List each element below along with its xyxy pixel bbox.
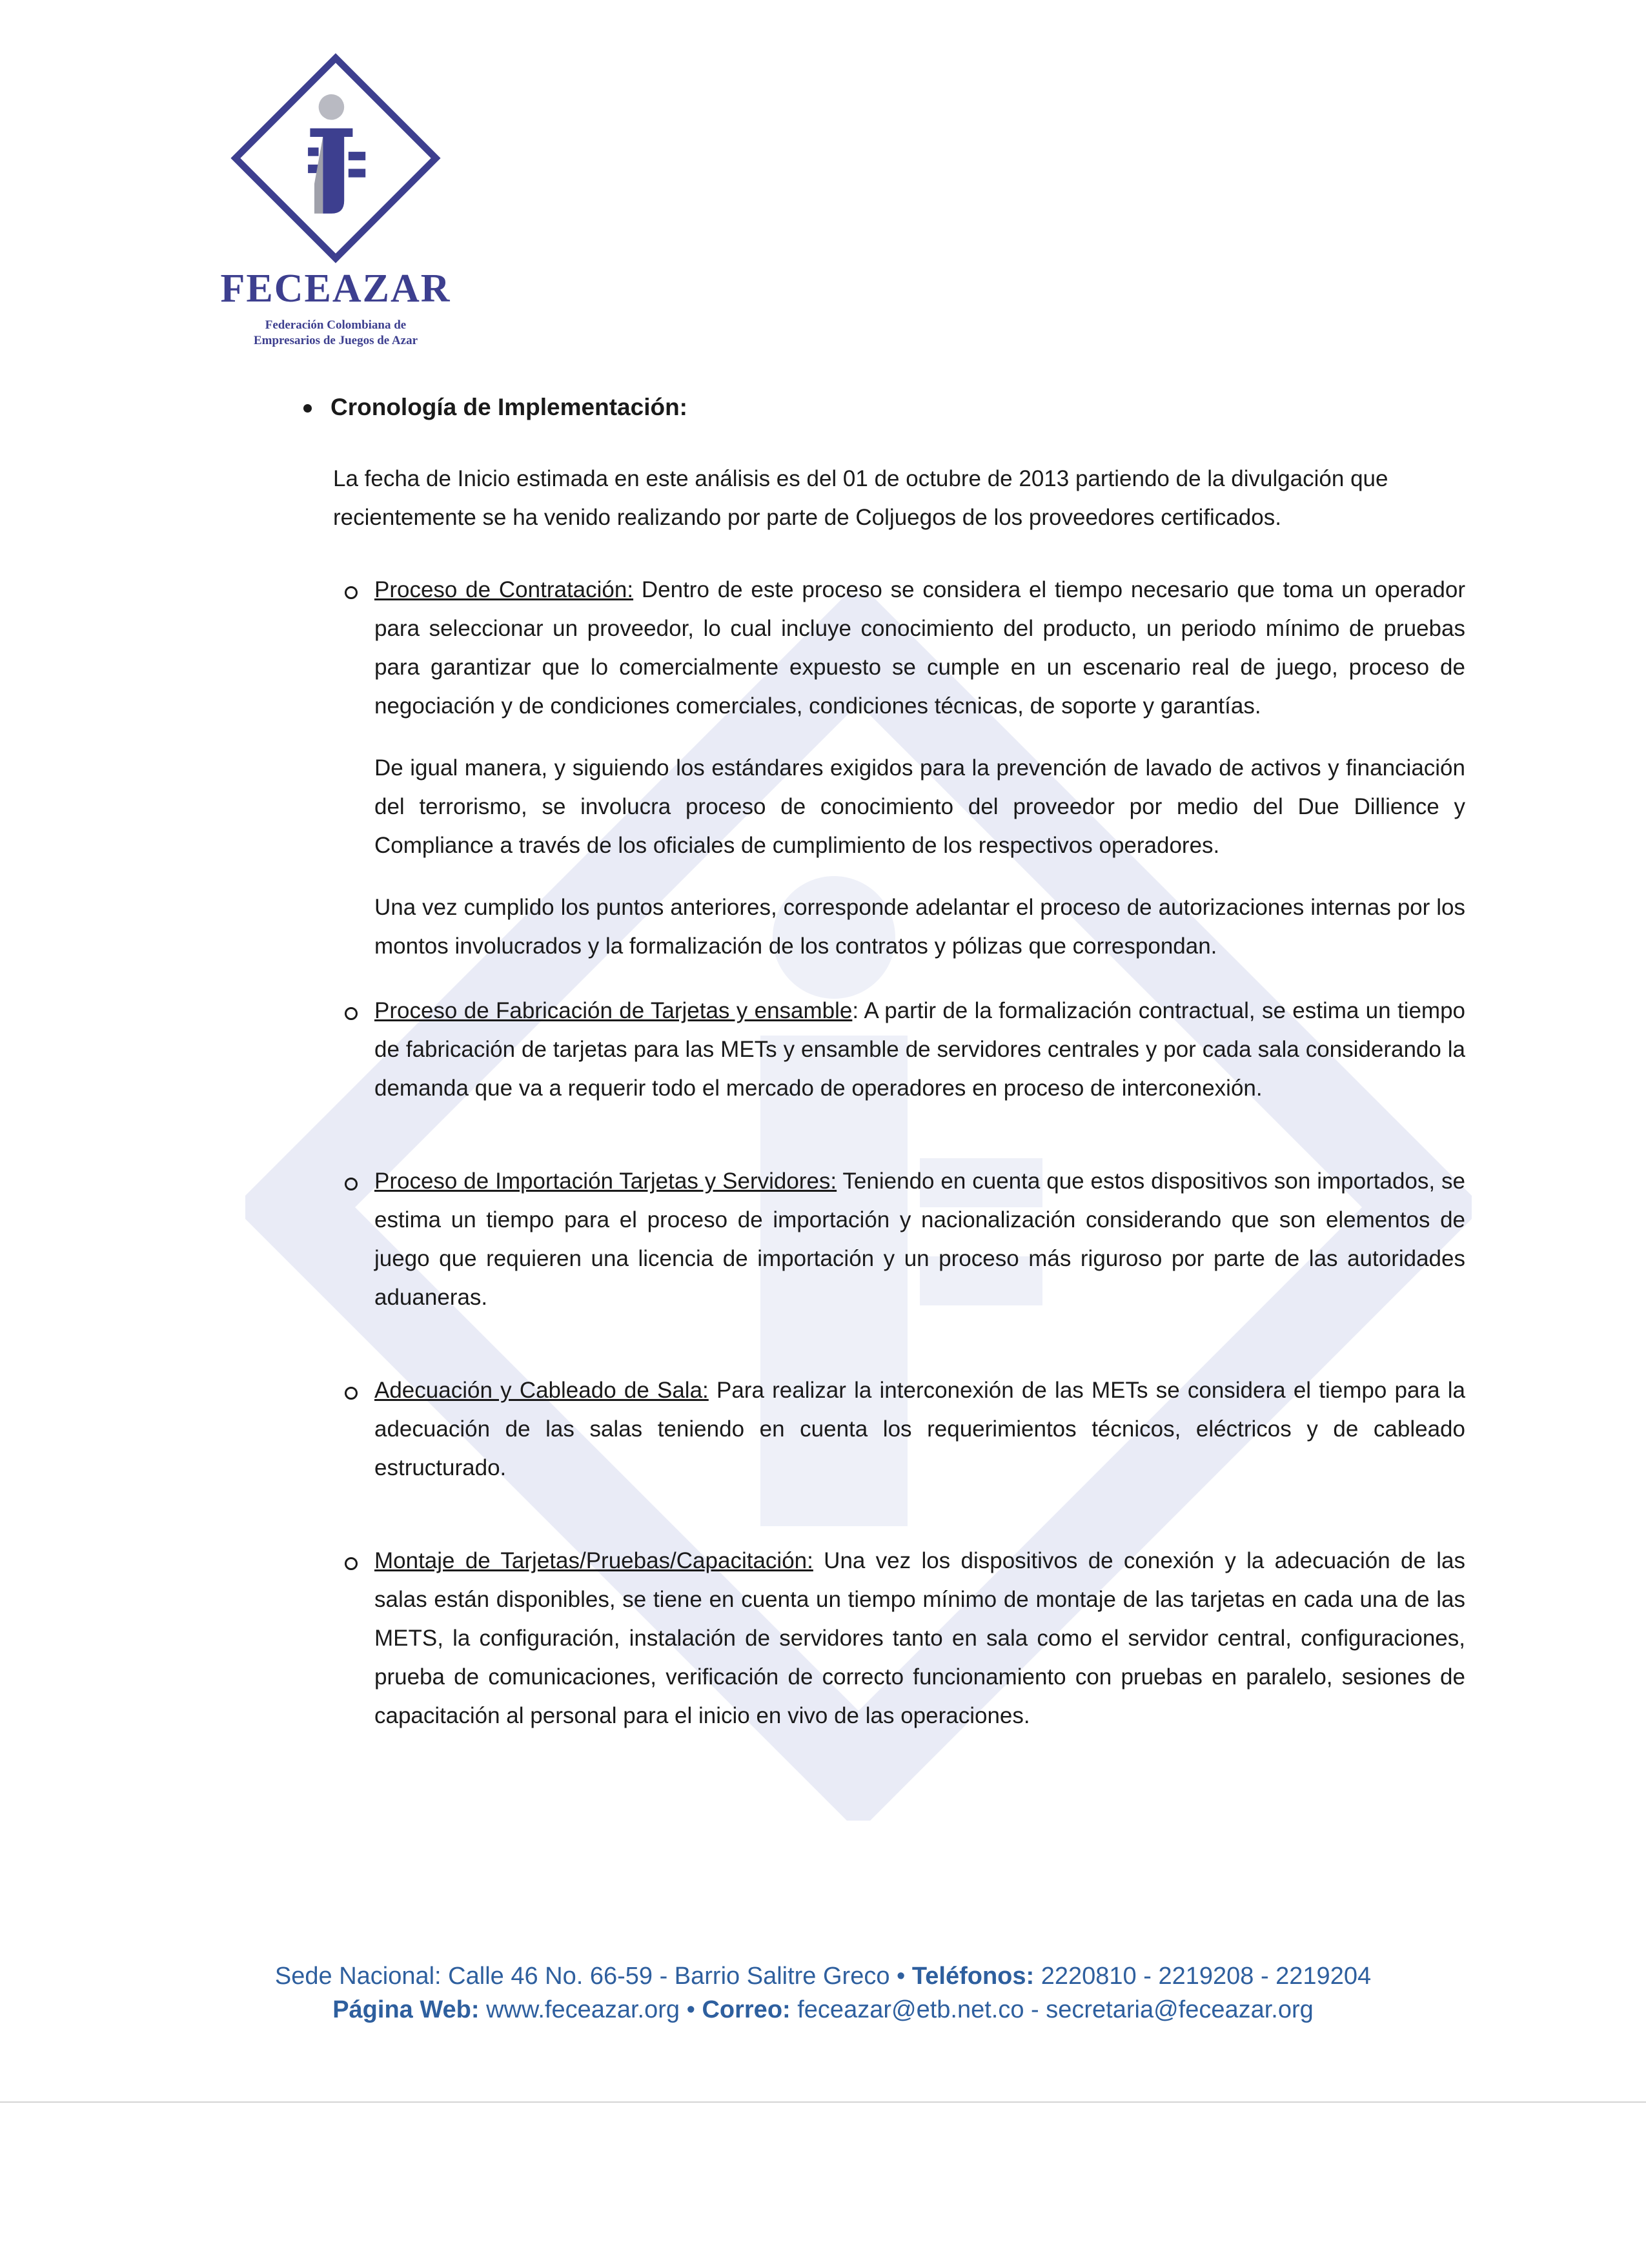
bullet-icon — [303, 404, 312, 413]
item-text: Dentro de este proceso se considera el tiempo necesario que toma un operador para seleccionar un proveedor, lo cual incluye conocimiento del producto, un periodo mínimo de pruebas para garantizar que lo comercialmente expuesto se cumple en un escenario real de juego, proceso de negociación y de condiciones comerciales, condiciones técnicas, de soporte y garantías. — [374, 577, 1465, 719]
section-heading — [303, 394, 1465, 421]
footer-line-contact — [0, 1993, 1646, 2027]
list-item — [374, 1162, 1465, 1317]
item-text: Para realizar la interconexión de las METs se considera el tiempo para la adecuación de las salas teniendo en cuenta los requerimientos técnicos, eléctricos y de cableado estructurado. — [374, 1378, 1466, 1480]
page-footer — [0, 1959, 1646, 2027]
intro-paragraph: La fecha de Inicio estimada en este análisis es del 01 de octubre de 2013 partiendo de la divulgación que recientemente se ha venido realizando por parte de Coljuegos de los proveedores certificados. — [333, 466, 1388, 530]
list-item — [374, 571, 1465, 726]
footer-web-label: Página Web: — [332, 1996, 480, 2023]
item-title: Adecuación y Cableado de Sala: — [374, 1378, 709, 1403]
circle-bullet-icon — [345, 1007, 358, 1020]
footer-phones-label: Teléfonos: — [911, 1963, 1035, 1990]
circle-bullet-icon — [345, 1387, 358, 1400]
list-item — [374, 1371, 1465, 1487]
item-text: Teniendo en cuenta que estos dispositivos son importados, se estima un tiempo para el proceso de importación y nacionalización considerando que son elementos de juego que requieren una licencia de importación y un proceso más riguroso por parte de las autoridades aduaneras. — [374, 1169, 1465, 1310]
item-paragraph: De igual manera, y siguiendo los estándares exigidos para la prevención de lavado de activos y financiación del terrorismo, se involucra proceso de conocimiento del proveedor por medio del Due Dillience y Compliance a través de los oficiales de cumplimiento de los respectivos operadores. — [374, 755, 1465, 858]
footer-web: www.feceazar.org • — [479, 1996, 702, 2023]
item-paragraph: Una vez cumplido los puntos anteriores, corresponde adelantar el proceso de autorizaciones internas por los montos involucrados y la formalización de los contratos y pólizas que correspondan. — [374, 895, 1465, 959]
circle-bullet-icon — [345, 1557, 358, 1570]
footer-phones: 2220810 - 2219208 - 2219204 — [1034, 1963, 1372, 1990]
logo-name: FECEAZAR — [220, 267, 451, 311]
list-item — [374, 992, 1465, 1108]
footer-mail-label: Correo: — [702, 1996, 791, 2023]
footer-mail: feceazar@etb.net.co - secretaria@feceazar.org — [790, 1996, 1314, 2023]
item-title: Proceso de Fabricación de Tarjetas y ensamble — [374, 998, 853, 1023]
document-body — [303, 394, 1465, 1735]
item-title: Proceso de Importación Tarjetas y Servidores: — [374, 1169, 837, 1194]
circle-bullet-icon — [345, 1178, 358, 1190]
feceazar-logo — [213, 52, 458, 355]
item-title: Proceso de Contratación: — [374, 577, 634, 602]
logo-subtitle — [213, 318, 458, 349]
footer-line-address — [0, 1959, 1646, 1993]
item-text: Una vez los dispositivos de conexión y la adecuación de las salas están disponibles, se tiene en cuenta un tiempo mínimo de montaje de las tarjetas en cada una de las METS, la configuración, instalación de servidores tanto en sala como el servidor central, configuraciones, prueba de comunicaciones, verificación de correcto funcionamiento con pruebas en paralelo, sesiones de capacitación al personal para el inicio en vivo de las operaciones. — [374, 1548, 1465, 1728]
feceazar-logo-icon — [229, 52, 442, 265]
footer-divider — [0, 2101, 1646, 2103]
logo-subtitle-line1: Federación Colombiana de — [265, 318, 407, 332]
section-heading-text: Cronología de Implementación: — [330, 394, 687, 420]
item-text: : A partir de la formalización contractual, se estima un tiempo de fabricación de tarjetas para las METs y ensamble de servidores centrales y por cada sala considerando la demanda que va a requerir todo el mercado de operadores en proceso de interconexión. — [374, 998, 1466, 1101]
footer-address: Sede Nacional: Calle 46 No. 66-59 - Barrio Salitre Greco • — [274, 1963, 912, 1990]
circle-bullet-icon — [345, 586, 358, 599]
list-item — [374, 1542, 1465, 1735]
item-title: Montaje de Tarjetas/Pruebas/Capacitación: — [374, 1548, 813, 1573]
logo-subtitle-line2: Empresarios de Juegos de Azar — [253, 334, 418, 347]
